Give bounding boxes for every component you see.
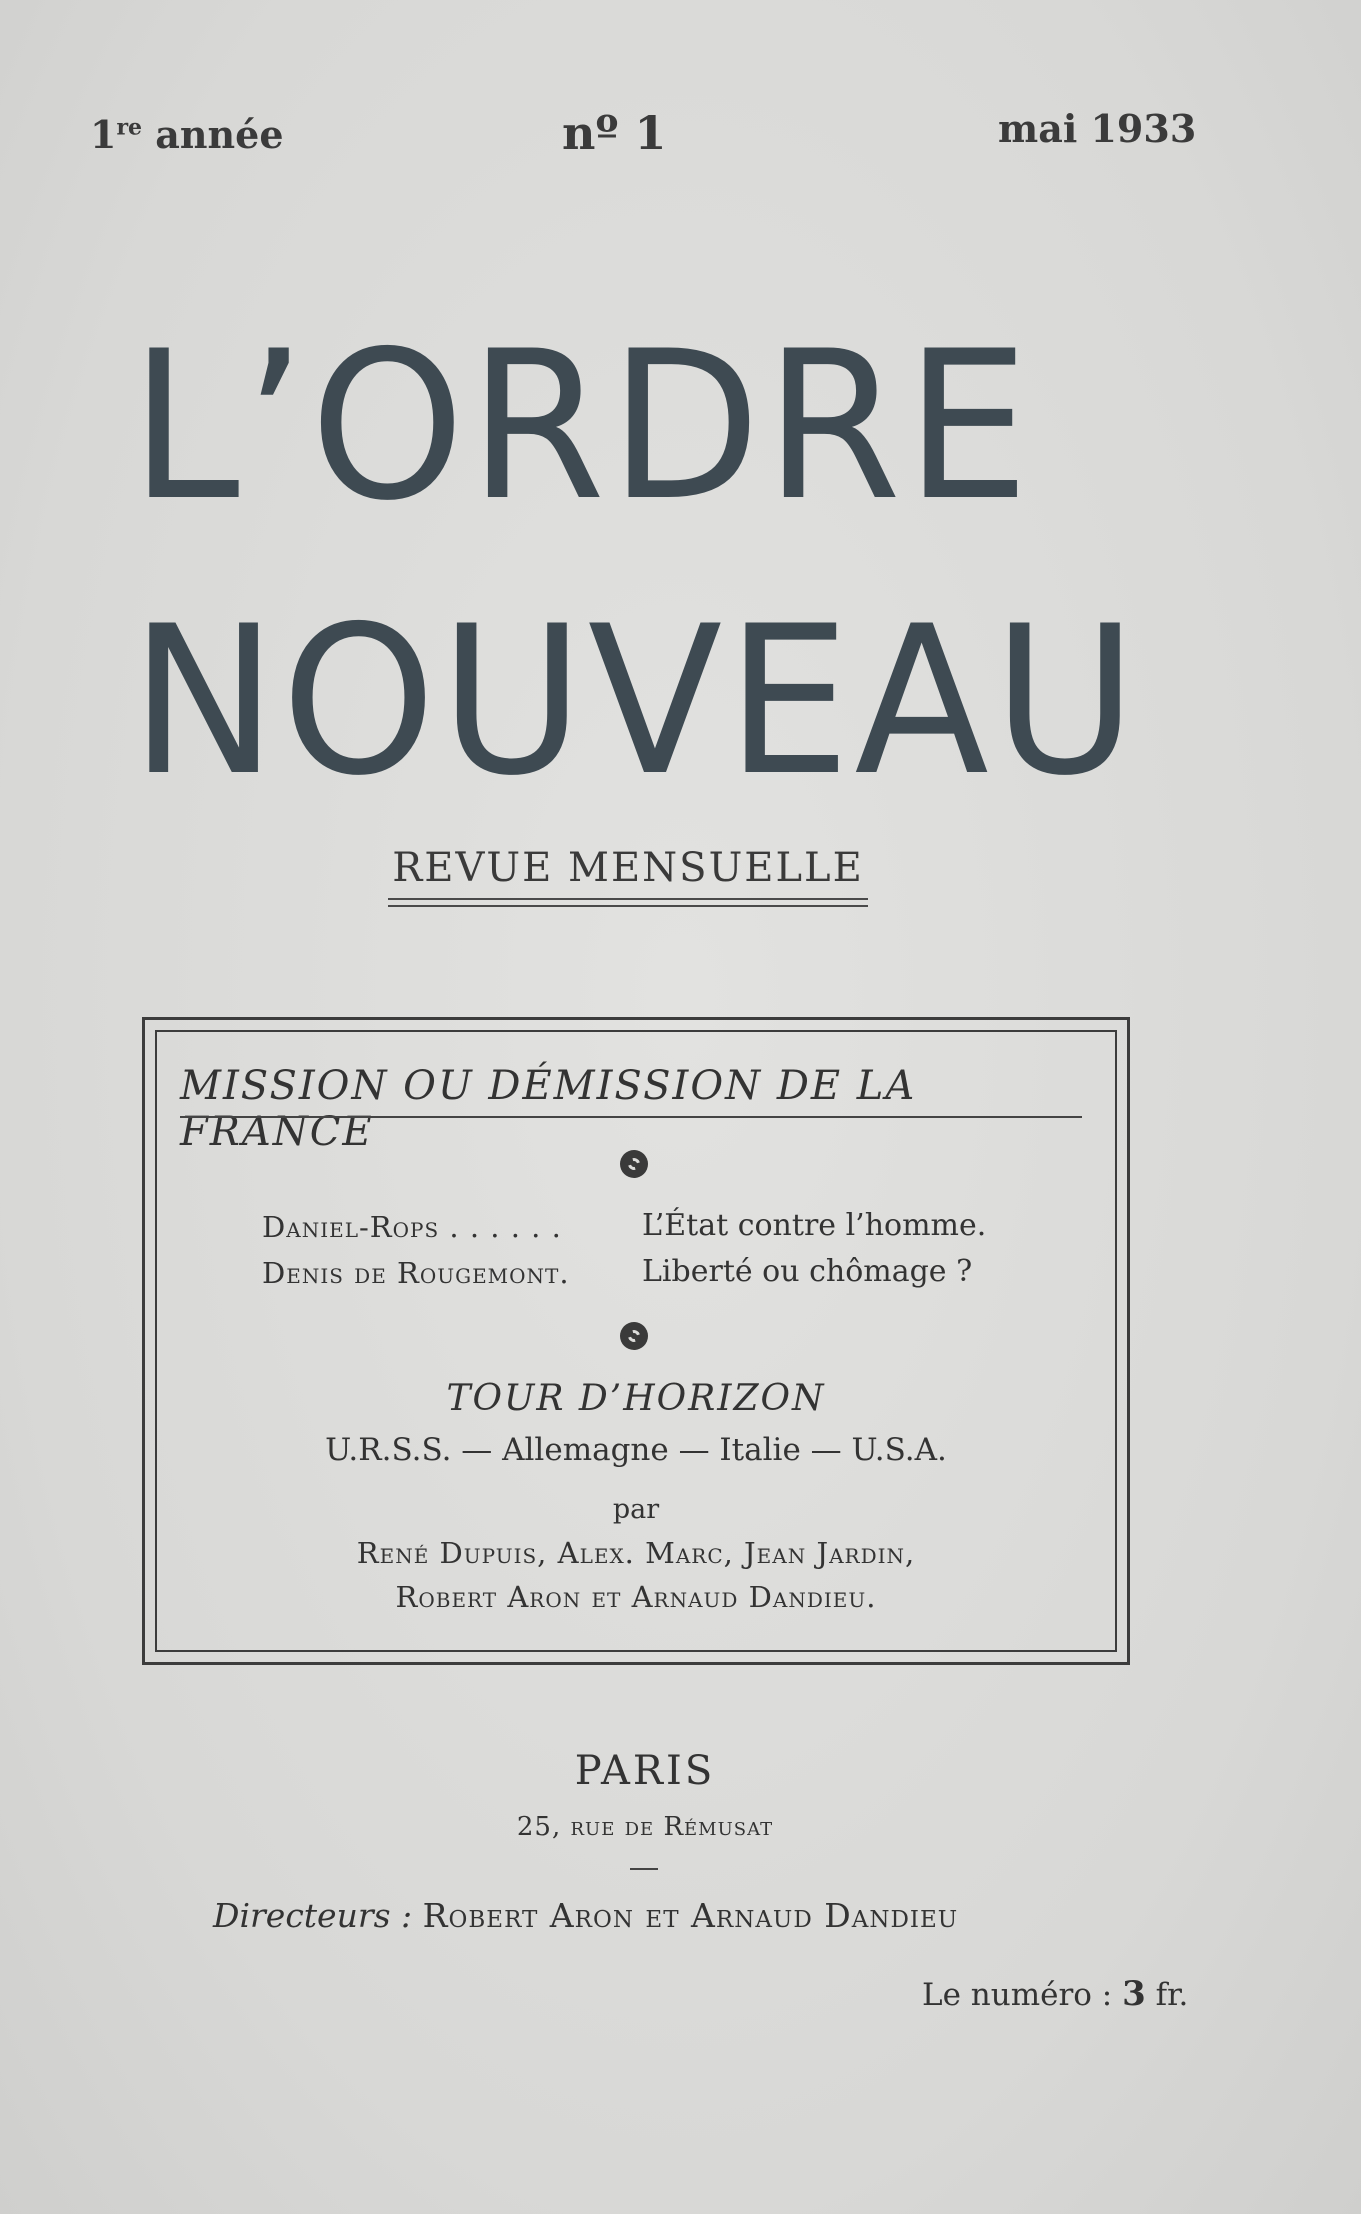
issue-number: nº 1 [562,106,667,160]
article-title: Liberté ou chômage ? [642,1254,973,1289]
directors-line [213,1896,958,1935]
tour-countries: U.R.S.S. — Allemagne — Italie — U.S.A. [325,1432,947,1468]
year-number: 1 [90,112,117,157]
tour-heading: TOUR D’HORIZON [446,1378,826,1419]
price-label: Le numéro : [922,1977,1113,2013]
by-label: par [612,1494,660,1525]
subtitle-rule-bottom [388,905,868,907]
year-label [90,112,284,157]
ornament-icon [620,1322,648,1350]
directors-label: Directeurs : [213,1896,413,1935]
subtitle: REVUE MENSUELLE [392,845,864,891]
title-line-1: L’ORDRE [130,308,1034,546]
title-line-2: NOUVEAU [130,583,1141,821]
article-title: L’État contre l’homme. [642,1208,987,1243]
contents-heading: MISSION OU DÉMISSION DE LA FRANCE [180,1063,917,1155]
price-unit: fr. [1155,1977,1189,2013]
ornament-icon [620,1150,648,1178]
year-superscript: re [116,114,143,141]
separator-dash [630,1868,658,1870]
tour-authors-line-2: Robert Aron et Arnaud Dandieu. [395,1580,877,1614]
price-line [922,1974,1188,2014]
tour-authors-line-1: René Dupuis, Alex. Marc, Jean Jardin, [356,1536,916,1570]
subtitle-rule-top [388,898,868,900]
contents-heading-rule [180,1116,1082,1118]
publisher-city: PARIS [574,1748,716,1794]
article-author: Denis de Rougemont. [262,1256,570,1290]
directors-names: Robert Aron et Arnaud Dandieu [422,1896,959,1935]
price-value: 3 [1122,1974,1146,2014]
publisher-address: 25, rue de Rémusat [516,1812,774,1842]
year-word: année [155,112,284,157]
article-author: Daniel-Rops . . . . . . [262,1210,562,1244]
issue-date: mai 1933 [998,106,1197,151]
